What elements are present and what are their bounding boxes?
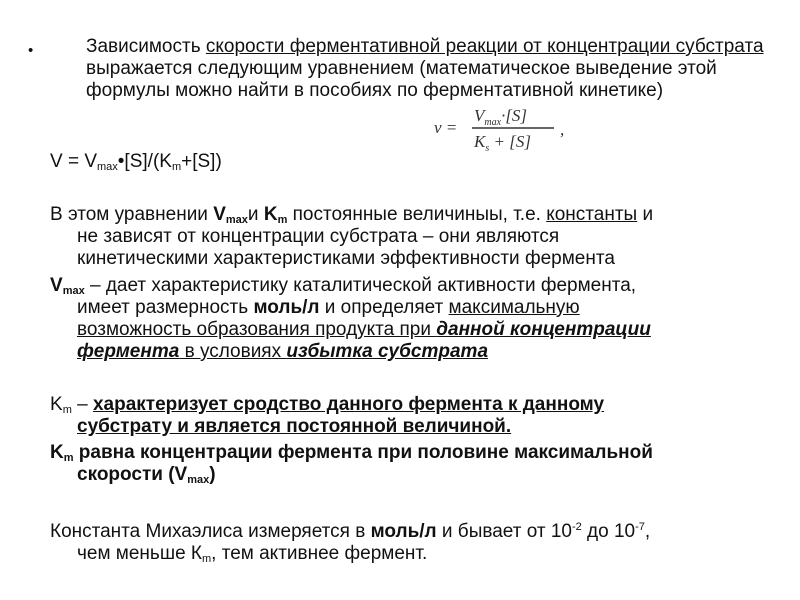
intro-paragraph [86, 36, 776, 102]
svg-text:Ks + [S]: $K_s + [S]$ [474, 132, 531, 154]
intro-text-2: выражается следующим уравнением (математическое выведение этой формулы можно найти в пособиях по ферментативной кинетике) [86, 58, 717, 101]
formula-lhs: v = [434, 118, 458, 137]
equation-line: $V = V_{max}•[S]/(K_m+[S])$ [50, 151, 222, 173]
svg-text:Vmax·[S]: $V_{max}\cdot[S]$ [474, 106, 528, 128]
constants-paragraph: В этом уравнении $V_{max}и$ $K_m$ постоянные величиныы, т.е. константы и не зависят от концентрации субстрата – они являются кинетическими характеристиками эффективности фермента [50, 204, 654, 269]
vmax-paragraph: $V_{max}$ – дает характеристику каталитической активности фермента, имеет размерность моль/л и определяет максимальную возможность образования продукта при данной концентрации фермента в условиях избытка субстрата [50, 275, 651, 362]
km-affinity-paragraph: $K_m$ – характеризует сродство данного фермента к данному субстрату и является постоянной величиной. [50, 394, 605, 437]
constants-link-text: константы [546, 204, 638, 225]
km-definition-paragraph: $K_m$ равна концентрации фермента при половине максимальной скорости $(V_{max})$ [50, 442, 653, 486]
intro-text-1: Зависимость [86, 36, 206, 57]
michaelis-constant-paragraph: Константа Михаэлиса измеряется в моль/л и бывает от $10^{-2}$ до $10^{-7}$, чем меньше $К_m$, тем активнее фермент. [50, 521, 651, 565]
formula-image [430, 99, 590, 157]
bullet-icon: • [28, 42, 34, 59]
svg-text:,: , [560, 120, 565, 139]
intro-underlined-text: скорости ферментативной реакции от концентрации субстрата [205, 36, 764, 57]
